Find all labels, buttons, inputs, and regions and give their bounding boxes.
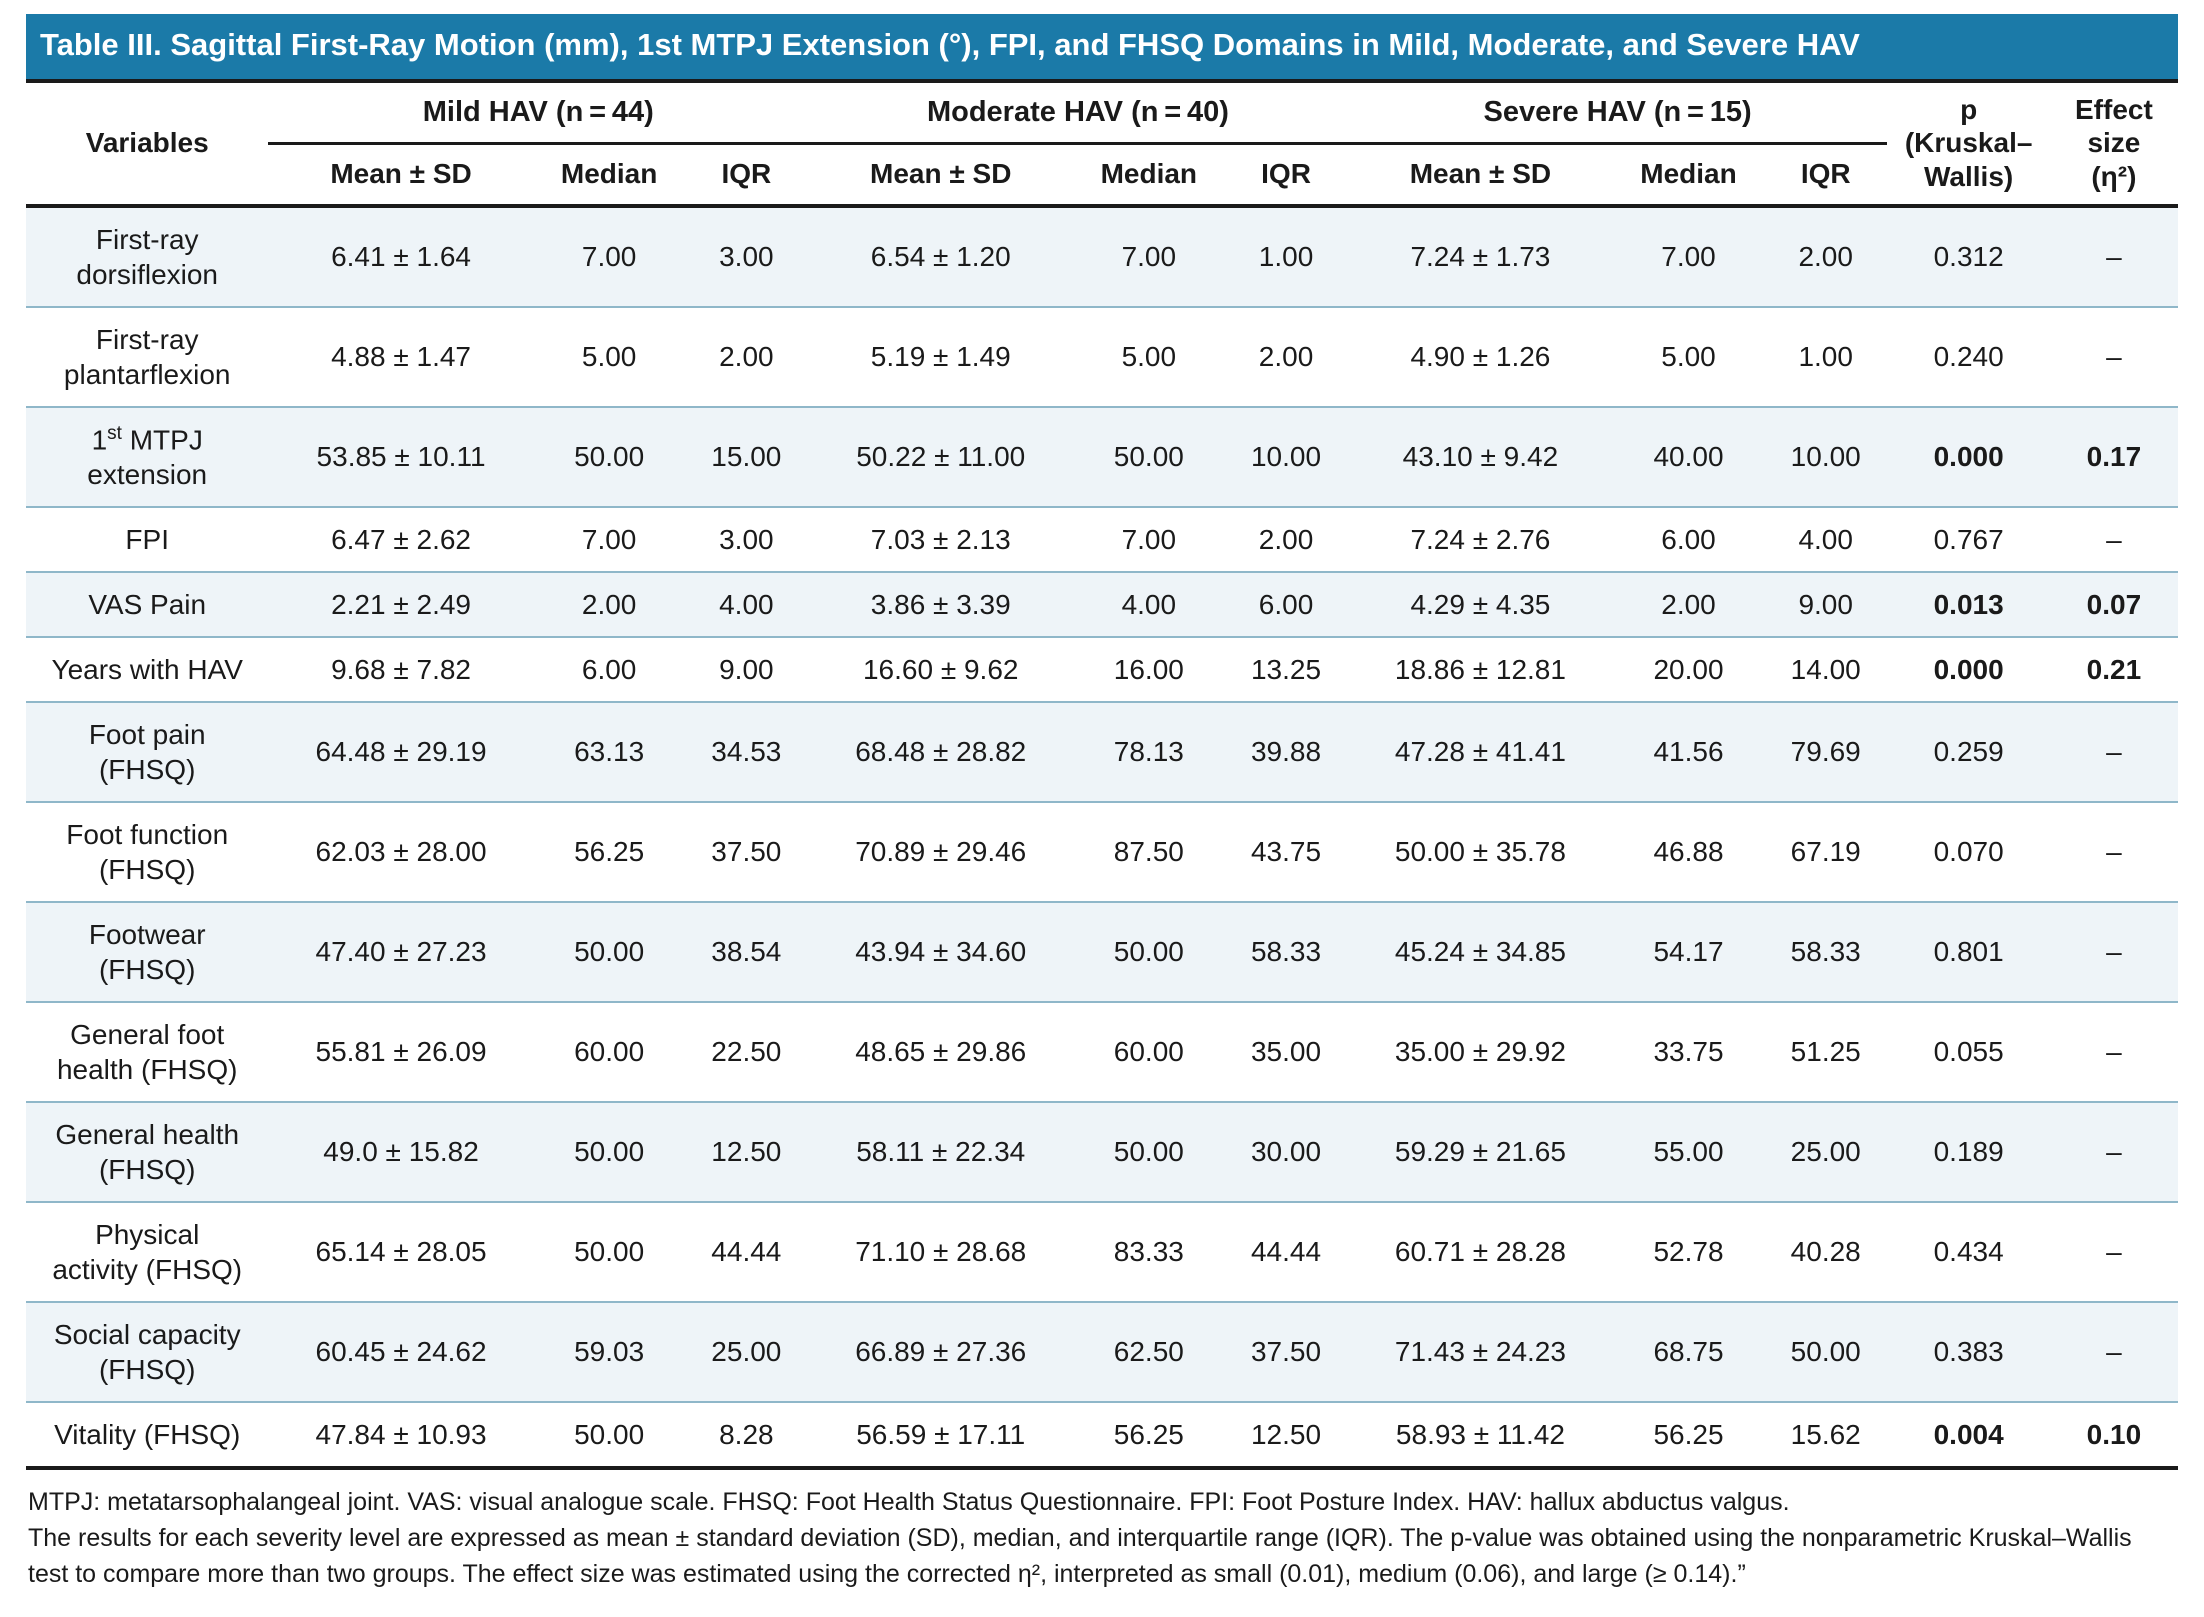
cell-p-value: 0.000 — [1887, 407, 2049, 507]
header-effect-line3: (η²) — [2091, 160, 2137, 192]
cell-moderate-mean-sd: 56.59 ± 17.11 — [856, 1418, 1026, 1450]
cell-mild-iqr: 2.00 — [685, 307, 809, 407]
cell-moderate-mean-sd: 16.60 ± 9.62 — [808, 637, 1073, 702]
header-group-severe: Severe HAV (n = 15) — [1348, 81, 1888, 144]
cell-severe-iqr: 79.69 — [1764, 702, 1887, 802]
cell-mild-mean-sd: 49.0 ± 15.82 — [268, 1102, 533, 1202]
cell-severe-mean-sd: 4.90 ± 1.26 — [1348, 307, 1613, 407]
row-variable-line2: health (FHSQ) — [56, 1053, 238, 1085]
row-variable-line2: (FHSQ) — [98, 953, 196, 985]
cell-moderate-median: 62.50 — [1073, 1302, 1224, 1402]
cell-moderate-iqr: 37.50 — [1224, 1302, 1348, 1402]
cell-moderate-median: 56.25 — [1113, 1418, 1184, 1450]
table-row — [26, 1302, 2178, 1402]
cell-mild-median: 50.00 — [534, 407, 685, 507]
cell-effect-size: – — [2050, 307, 2178, 407]
cell-moderate-median: 50.00 — [1073, 1102, 1224, 1202]
row-variable-label — [26, 702, 268, 802]
cell-p-value: 0.004 — [1933, 1418, 2004, 1450]
cell-severe-iqr: 67.19 — [1764, 802, 1887, 902]
table-row — [26, 1102, 2178, 1202]
row-variable-line1: VAS Pain — [88, 588, 207, 620]
row-variable-label — [26, 1102, 268, 1202]
row-variable-label — [26, 1202, 268, 1302]
row-variable-label — [26, 637, 268, 702]
cell-effect-size: 0.21 — [2050, 637, 2178, 702]
header-moderate-median: Median — [1100, 157, 1198, 189]
row-variable-line1: Years with HAV — [51, 653, 243, 685]
cell-mild-median: 50.00 — [534, 1102, 685, 1202]
row-variable-line1: Vitality (FHSQ) — [54, 1418, 241, 1450]
cell-p-value: 0.383 — [1887, 1302, 2049, 1402]
row-variable-line1: General health — [55, 1118, 240, 1150]
row-variable-label — [26, 1002, 268, 1102]
footnote-methods: The results for each severity level are expressed as mean ± standard deviation (SD), median, and interquartile range (IQR). The p-value was obtained using the nonparametric Kruskal–Wallis test to compare more than two groups. The effect size was estimated using the corrected η², interpreted as small (0.01), medium (0.06), and large (≥ 0.14).” — [28, 1524, 2132, 1589]
cell-p-value: 0.000 — [1887, 637, 2049, 702]
cell-mild-mean-sd: 53.85 ± 10.11 — [268, 407, 533, 507]
cell-severe-mean-sd: 50.00 ± 35.78 — [1348, 802, 1613, 902]
cell-moderate-median: 7.00 — [1073, 206, 1224, 307]
cell-mild-iqr: 37.50 — [685, 802, 809, 902]
cell-moderate-iqr: 6.00 — [1224, 572, 1348, 637]
row-variable-label — [26, 507, 268, 572]
cell-moderate-mean-sd: 5.19 ± 1.49 — [808, 307, 1073, 407]
cell-severe-mean-sd: 35.00 ± 29.92 — [1348, 1002, 1613, 1102]
cell-mild-median: 59.03 — [534, 1302, 685, 1402]
cell-moderate-iqr: 39.88 — [1224, 702, 1348, 802]
cell-moderate-median: 60.00 — [1073, 1002, 1224, 1102]
cell-severe-iqr: 4.00 — [1764, 507, 1887, 572]
cell-moderate-iqr: 10.00 — [1224, 407, 1348, 507]
header-effect-size — [2050, 81, 2178, 204]
cell-moderate-iqr: 30.00 — [1224, 1102, 1348, 1202]
cell-mild-median: 50.00 — [534, 902, 685, 1002]
cell-severe-iqr: 1.00 — [1764, 307, 1887, 407]
table-row — [26, 407, 2178, 507]
cell-p-value: 0.259 — [1887, 702, 2049, 802]
cell-mild-median: 50.00 — [534, 1202, 685, 1302]
cell-mild-iqr: 3.00 — [685, 206, 809, 307]
cell-moderate-iqr: 1.00 — [1224, 206, 1348, 307]
cell-severe-iqr: 50.00 — [1764, 1302, 1887, 1402]
cell-severe-median: 5.00 — [1613, 307, 1764, 407]
cell-moderate-median: 83.33 — [1073, 1202, 1224, 1302]
table-row — [26, 637, 2178, 702]
cell-mild-iqr: 25.00 — [685, 1302, 809, 1402]
cell-mild-median: 63.13 — [534, 702, 685, 802]
cell-severe-mean-sd: 7.24 ± 1.73 — [1348, 206, 1613, 307]
cell-mild-iqr: 44.44 — [685, 1202, 809, 1302]
header-severe-iqr: IQR — [1800, 157, 1851, 189]
cell-severe-iqr: 9.00 — [1764, 572, 1887, 637]
cell-effect-size: – — [2050, 206, 2178, 307]
cell-moderate-mean-sd: 70.89 ± 29.46 — [808, 802, 1073, 902]
row-variable-line1: Foot function — [66, 818, 229, 850]
table-footnotes — [26, 1466, 2178, 1597]
row-variable-line1: First-ray — [95, 323, 199, 355]
table-row — [26, 507, 2178, 572]
footnote-abbreviations: MTPJ: metatarsophalangeal joint. VAS: visual analogue scale. FHSQ: Foot Health Status Questionnaire. FPI: Foot Posture Index. HAV: hallux abductus valgus. — [28, 1487, 1790, 1516]
row-variable-line2: (FHSQ) — [98, 753, 196, 785]
cell-moderate-median: 50.00 — [1073, 902, 1224, 1002]
cell-severe-iqr: 40.28 — [1764, 1202, 1887, 1302]
table-row — [26, 1202, 2178, 1302]
row-variable-label — [26, 572, 268, 637]
header-severe-mean-sd: Mean ± SD — [1409, 157, 1552, 189]
table-row — [26, 1002, 2178, 1102]
row-variable-line1: Foot pain — [88, 718, 206, 750]
header-mild-mean-sd: Mean ± SD — [330, 157, 472, 189]
cell-moderate-mean-sd: 7.03 ± 2.13 — [808, 507, 1073, 572]
cell-p-value: 0.013 — [1887, 572, 2049, 637]
cell-mild-mean-sd: 47.40 ± 27.23 — [268, 902, 533, 1002]
cell-severe-mean-sd: 58.93 ± 11.42 — [1395, 1418, 1565, 1450]
row-variable-label — [26, 902, 268, 1002]
table-header — [26, 81, 2178, 206]
header-effect-line1: Effect — [2075, 93, 2153, 125]
row-variable-line1: General foot — [70, 1018, 225, 1050]
table-row — [26, 572, 2178, 637]
header-p-value — [1887, 81, 2049, 204]
row-variable-label — [26, 1402, 268, 1466]
cell-effect-size: 0.17 — [2050, 407, 2178, 507]
cell-severe-median: 41.56 — [1613, 702, 1764, 802]
cell-mild-mean-sd: 65.14 ± 28.05 — [268, 1202, 533, 1302]
header-group-mild: Mild HAV (n = 44) — [268, 81, 808, 144]
header-moderate-mean-sd: Mean ± SD — [870, 157, 1012, 189]
cell-severe-iqr: 2.00 — [1764, 206, 1887, 307]
header-severe-median: Median — [1640, 157, 1737, 189]
cell-mild-iqr: 15.00 — [685, 407, 809, 507]
cell-mild-iqr: 12.50 — [685, 1102, 809, 1202]
header-p-line2: (Kruskal– — [1904, 127, 2033, 159]
cell-mild-median: 60.00 — [534, 1002, 685, 1102]
table-row — [26, 1402, 2178, 1466]
row-variable-line2: (FHSQ) — [98, 1353, 196, 1385]
cell-p-value: 0.070 — [1887, 802, 2049, 902]
cell-severe-median: 68.75 — [1613, 1302, 1764, 1402]
row-variable-line2: (FHSQ) — [98, 1153, 196, 1185]
cell-moderate-mean-sd: 58.11 ± 22.34 — [808, 1102, 1073, 1202]
cell-p-value: 0.312 — [1887, 206, 2049, 307]
table-row — [26, 802, 2178, 902]
cell-mild-mean-sd: 62.03 ± 28.00 — [268, 802, 533, 902]
row-variable-line1: Social capacity — [53, 1318, 241, 1350]
cell-mild-median: 5.00 — [534, 307, 685, 407]
header-mild-iqr: IQR — [721, 157, 772, 189]
cell-severe-median: 20.00 — [1613, 637, 1764, 702]
cell-moderate-iqr: 2.00 — [1224, 507, 1348, 572]
cell-p-value: 0.801 — [1887, 902, 2049, 1002]
cell-severe-iqr: 10.00 — [1764, 407, 1887, 507]
row-variable-line1: FPI — [125, 523, 169, 555]
cell-severe-iqr: 14.00 — [1764, 637, 1887, 702]
row-variable-line2: dorsiflexion — [76, 258, 219, 290]
header-effect-line2: size — [2087, 127, 2141, 159]
cell-mild-mean-sd: 60.45 ± 24.62 — [268, 1302, 533, 1402]
cell-mild-median: 50.00 — [574, 1418, 645, 1450]
cell-severe-mean-sd: 18.86 ± 12.81 — [1348, 637, 1613, 702]
table-row — [26, 702, 2178, 802]
row-variable-line2: (FHSQ) — [98, 853, 196, 885]
cell-moderate-iqr: 35.00 — [1224, 1002, 1348, 1102]
header-mild-median: Median — [560, 157, 658, 189]
cell-severe-median: 2.00 — [1613, 572, 1764, 637]
cell-moderate-mean-sd: 6.54 ± 1.20 — [808, 206, 1073, 307]
row-variable-line1: Footwear — [88, 918, 206, 950]
cell-moderate-median: 7.00 — [1073, 507, 1224, 572]
cell-p-value: 0.189 — [1887, 1102, 2049, 1202]
cell-mild-iqr: 34.53 — [685, 702, 809, 802]
header-sub-row — [26, 144, 2178, 204]
cell-effect-size: 0.10 — [2086, 1418, 2142, 1450]
header-moderate-iqr: IQR — [1261, 157, 1311, 189]
row-variable-line2: plantarflexion — [63, 358, 231, 390]
cell-mild-iqr: 22.50 — [685, 1002, 809, 1102]
cell-effect-size: 0.07 — [2050, 572, 2178, 637]
cell-effect-size: – — [2050, 802, 2178, 902]
cell-moderate-median: 50.00 — [1073, 407, 1224, 507]
cell-moderate-iqr: 12.50 — [1250, 1418, 1322, 1450]
cell-mild-mean-sd: 4.88 ± 1.47 — [268, 307, 533, 407]
cell-mild-iqr: 9.00 — [685, 637, 809, 702]
cell-severe-iqr: 51.25 — [1764, 1002, 1887, 1102]
row-variable-line1: Physical — [95, 1218, 200, 1250]
cell-moderate-mean-sd: 3.86 ± 3.39 — [808, 572, 1073, 637]
cell-moderate-iqr: 44.44 — [1224, 1202, 1348, 1302]
cell-mild-median: 2.00 — [534, 572, 685, 637]
cell-severe-median: 6.00 — [1613, 507, 1764, 572]
cell-mild-median: 56.25 — [534, 802, 685, 902]
row-variable-label — [26, 802, 268, 902]
row-variable-line1: 1st MTPJ — [91, 422, 203, 455]
cell-mild-mean-sd: 9.68 ± 7.82 — [268, 637, 533, 702]
row-variable-label — [26, 307, 268, 407]
cell-effect-size: – — [2050, 702, 2178, 802]
cell-severe-median: 46.88 — [1613, 802, 1764, 902]
cell-severe-median: 7.00 — [1613, 206, 1764, 307]
cell-mild-median: 6.00 — [534, 637, 685, 702]
cell-moderate-mean-sd: 68.48 ± 28.82 — [808, 702, 1073, 802]
cell-moderate-iqr: 2.00 — [1224, 307, 1348, 407]
cell-severe-mean-sd: 60.71 ± 28.28 — [1348, 1202, 1613, 1302]
table-body — [26, 206, 2178, 1466]
cell-mild-mean-sd: 2.21 ± 2.49 — [268, 572, 533, 637]
cell-effect-size: – — [2050, 1102, 2178, 1202]
cell-severe-mean-sd: 47.28 ± 41.41 — [1348, 702, 1613, 802]
cell-moderate-iqr: 58.33 — [1224, 902, 1348, 1002]
row-variable-line2: extension — [87, 458, 208, 490]
cell-severe-median: 54.17 — [1613, 902, 1764, 1002]
cell-severe-iqr: 58.33 — [1764, 902, 1887, 1002]
cell-moderate-median: 4.00 — [1073, 572, 1224, 637]
cell-effect-size: – — [2050, 1202, 2178, 1302]
header-variables: Variables — [26, 81, 268, 204]
cell-p-value: 0.240 — [1887, 307, 2049, 407]
cell-mild-median: 7.00 — [534, 206, 685, 307]
row-variable-line2: activity (FHSQ) — [52, 1253, 243, 1285]
cell-moderate-mean-sd: 71.10 ± 28.68 — [808, 1202, 1073, 1302]
cell-severe-median: 33.75 — [1613, 1002, 1764, 1102]
row-variable-label — [26, 1302, 268, 1402]
header-group-row — [26, 81, 2178, 144]
header-p-line1: p — [1960, 93, 1978, 125]
cell-severe-median: 52.78 — [1613, 1202, 1764, 1302]
cell-mild-iqr: 38.54 — [685, 902, 809, 1002]
cell-severe-mean-sd: 7.24 ± 2.76 — [1348, 507, 1613, 572]
cell-moderate-iqr: 13.25 — [1224, 637, 1348, 702]
cell-severe-median: 56.25 — [1653, 1418, 1724, 1450]
row-variable-label — [26, 206, 268, 307]
header-p-line3: Wallis) — [1924, 160, 2014, 192]
cell-mild-iqr: 4.00 — [685, 572, 809, 637]
cell-effect-size: – — [2050, 1302, 2178, 1402]
cell-effect-size: – — [2050, 902, 2178, 1002]
row-variable-label — [26, 407, 268, 507]
cell-mild-mean-sd: 64.48 ± 29.19 — [268, 702, 533, 802]
cell-severe-mean-sd: 43.10 ± 9.42 — [1348, 407, 1613, 507]
cell-severe-mean-sd: 45.24 ± 34.85 — [1348, 902, 1613, 1002]
cell-moderate-median: 87.50 — [1073, 802, 1224, 902]
cell-severe-median: 40.00 — [1613, 407, 1764, 507]
cell-moderate-mean-sd: 43.94 ± 34.60 — [808, 902, 1073, 1002]
table-row — [26, 307, 2178, 407]
cell-severe-iqr: 15.62 — [1790, 1418, 1861, 1450]
cell-mild-median: 7.00 — [534, 507, 685, 572]
results-table — [26, 79, 2178, 1466]
cell-moderate-mean-sd: 48.65 ± 29.86 — [808, 1002, 1073, 1102]
cell-p-value: 0.055 — [1887, 1002, 2049, 1102]
cell-severe-iqr: 25.00 — [1764, 1102, 1887, 1202]
cell-severe-mean-sd: 4.29 ± 4.35 — [1348, 572, 1613, 637]
cell-moderate-mean-sd: 66.89 ± 27.36 — [808, 1302, 1073, 1402]
cell-moderate-median: 16.00 — [1073, 637, 1224, 702]
cell-moderate-iqr: 43.75 — [1224, 802, 1348, 902]
cell-severe-mean-sd: 59.29 ± 21.65 — [1348, 1102, 1613, 1202]
cell-moderate-mean-sd: 50.22 ± 11.00 — [808, 407, 1073, 507]
cell-mild-iqr: 3.00 — [685, 507, 809, 572]
cell-mild-mean-sd: 6.41 ± 1.64 — [268, 206, 533, 307]
table-row — [26, 206, 2178, 307]
cell-effect-size: – — [2050, 507, 2178, 572]
cell-severe-mean-sd: 71.43 ± 24.23 — [1348, 1302, 1613, 1402]
cell-p-value: 0.767 — [1887, 507, 2049, 572]
cell-mild-mean-sd: 47.84 ± 10.93 — [315, 1418, 487, 1450]
cell-mild-mean-sd: 6.47 ± 2.62 — [268, 507, 533, 572]
row-variable-line1: First-ray — [95, 223, 199, 255]
table-row — [26, 902, 2178, 1002]
cell-moderate-median: 5.00 — [1073, 307, 1224, 407]
table-title: Table III. Sagittal First-Ray Motion (mm), 1st MTPJ Extension (°), FPI, and FHSQ Domains in Mild, Moderate, and Severe HAV — [26, 14, 2178, 79]
cell-mild-mean-sd: 55.81 ± 26.09 — [268, 1002, 533, 1102]
cell-p-value: 0.434 — [1887, 1202, 2049, 1302]
cell-mild-iqr: 8.28 — [719, 1418, 774, 1450]
header-group-moderate: Moderate HAV (n = 40) — [808, 81, 1348, 144]
cell-moderate-median: 78.13 — [1073, 702, 1224, 802]
cell-severe-median: 55.00 — [1613, 1102, 1764, 1202]
cell-effect-size: – — [2050, 1002, 2178, 1102]
